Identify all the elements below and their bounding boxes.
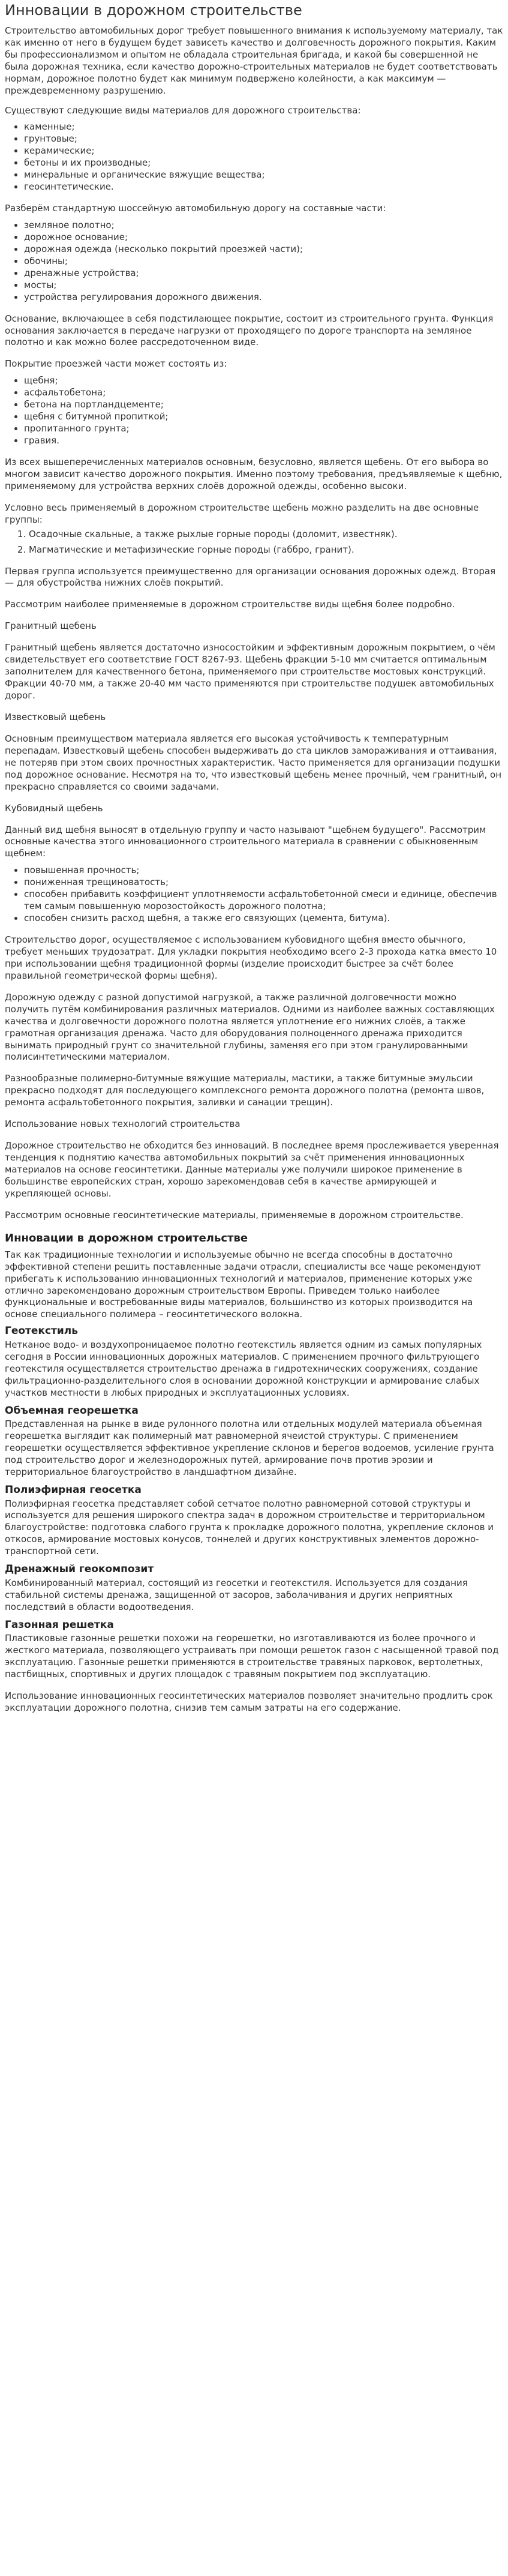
cubic-title: Кубовидный щебень [5,802,103,814]
section-heading: Дренажный геокомпозит [5,1563,154,1576]
innovations-paragraph: Так как традиционные технологии и используемые обычно не всегда способны в достаточно эффективной степени решить поставленные задачи отрасли, специалисты все чаще рекомендуют прибегать к использованию инновационных технологий и материалов, применение которых уже отлично зарекомендовано дорожным строительством Европы. Приведем только наиболее функциональные и востребованные виды материалов, большинство из которых производится на основе специального полимера – геосинтетического волокна. [5,1249,481,1320]
geo-consider-paragraph: Рассмотрим основные геосинтетические материалы, применяемые в дорожном строительстве. [5,1209,464,1220]
granite-title: Гранитный щебень [5,620,97,632]
types-intro: Существуют следующие виды материалов для дорожного строительства: [5,104,361,116]
base-paragraph: Основание, включающее в себя подстилающее покрытие, состоит из строительного грунта. Функция основания заключается в передаче нагрузки от проходящего по дороге транспорта на земляное полотно и как можно более рассредоточенном виде. [5,313,494,348]
list-item: • бетона на портландцементе; [24,399,503,411]
list-item: • дорожное основание; [24,232,503,244]
list-item: • асфальтобетона; [24,387,503,399]
list-item: • пониженная трещиноватость; [24,877,503,889]
groups-list [5,529,503,556]
cubic-paragraph: Данный вид щебня выносят в отдельную группу и часто называют "щебнем будущего". Рассмотрим основные качества этого инновационного строительного материала в сравнении с обыкновенным щебнем: [5,824,486,859]
section-text: Пластиковые газонные решетки похожи на георешетки, но изготавливаются из более прочного и жесткого материала, позволяющего устраивать при помощи решеток газон с насыщенной травой под эксплуатацию. Газонные решетки применяются в строительстве травяных парковок, вертолетных, пастбищных, спортивных и других площадок с травяным покрытием под эксплуатацию. [5,1633,499,1680]
section-heading: Геотекстиль [5,1325,79,1338]
newtech-title: Использование новых технологий строительства [5,1118,241,1130]
list-item: • каменные; [24,121,503,133]
section-text: Нетканое водо- и воздухопроницаемое полотно геотекстиль является одним из самых популярных сегодня в России инновационных дорожных материалов. С применением прочного фильтрующего геотекстиля осуществляется строительство дренажа в гидротехнических сооружениях, создание фильтрационно-разделительного слоя в основании дорожной конструкции и армирование слабых участков местности в любых природных и эксплуатационных условиях. [5,1339,482,1398]
list-item: • мосты; [24,280,503,292]
conclusion-paragraph: Использование инновационных геосинтетических материалов позволяет значительно продлить срок эксплуатации дорожного полотна, снизив тем самым затраты на его содержание. [5,1690,493,1713]
list-item: • дренажные устройства; [24,268,503,280]
cubic-after-paragraph: Строительство дорог, осуществляемое с использованием кубовидного щебня вместо обычного, требует меньших трудозатрат. Для укладки покрытия необходимо всего 2-3 прохода катка вместо 10 при использовании щебня традиционной формы (изделие происходит быстрее за счёт более правильной геометрической формы щебня). [5,934,497,981]
coating-intro: Покрытие проезжей части может состоять из: [5,358,227,370]
section-geogrid-volume [5,1404,503,1479]
list-item: • устройства регулирования дорожного движения. [24,292,503,304]
mixed-paragraph: Дорожную одежду с разной допустимой нагрузкой, а также различной долговечности можно получить путём комбинирования различных материалов. Одними из наиболее важных составляющих качества и долговечности дорожного полотна является уплотнение его нижних слоёв, а также грамотная организация дренажа. Часто для оборудования полноценного дренажа приходится вынимать природный грунт со значительной глубины, заменяя его при этом гранулированными полисинтетическими материалом. [5,991,495,1063]
first-group-paragraph: Первая группа используется преимущественно для организации основания дорожных одежд. Вторая — для обустройства нижних слоёв покрытий. [5,565,496,589]
list-item: • грунтовые; [24,133,503,145]
layers-list [5,220,503,304]
polymer-paragraph: Разнообразные полимерно-битумные вяжущие материалы, мастики, а также битумные эмульсии прекрасно подходят для последующего комплексного ремонта дорожного полотна (ремонта швов, ремонта асфальтобетонного покрытия, заливки и санации трещин). [5,1073,485,1108]
list-item: • керамические; [24,145,503,157]
page-title: Инновации в дорожном строительстве [5,2,302,19]
section-polyester-geonet [5,1483,503,1558]
list-item: • гравия. [24,435,503,447]
section-text: Полиэфирная геосетка представляет собой сетчатое полотно равномерной сотовой структуры и используется для решения широкого спектра задач в дорожном строительстве и территориальном благоустройстве: подготовка слабого грунта к прокладке дорожного полотна, укрепление склонов и откосов, армирование мостовых конусов, тоннелей и других конструктивных элементов дорожно-транспортной сети. [5,1498,494,1557]
list-item: • повышенная прочность; [24,865,503,877]
section-lawn-grid [5,1618,503,1681]
section-text: Комбинированный материал, состоящий из геосетки и геотекстиля. Используется для создания стабильной системы дренажа, защищенной от засоров, заболачивания и других неприятных последствий в области водоотведения. [5,1577,468,1612]
section-geotextile [5,1324,503,1399]
consider-paragraph: Рассмотрим наиболее применяемые в дорожном строительстве виды щебня более подробно. [5,599,455,610]
list-item: • обочины; [24,256,503,268]
granite-paragraph: Гранитный щебень является достаточно износостойким и эффективным дорожным покрытием, о чём свидетельствует его соответствие ГОСТ 8267-93. Щебень фракции 5-10 мм считается оптимальным заполнителем для качественного бетона, применяемого при строительстве мостовых конструкций. Фракции 40-70 мм, а также 20-40 мм часто применяются при строительстве подушек автомобильных дорог. [5,642,495,701]
section-drainage-geocomposite [5,1563,503,1613]
list-item: • минеральные и органические вяжущие вещества; [24,169,503,181]
newtech-paragraph: Дорожное строительство не обходится без инноваций. В последнее время прослеживается уверенная тенденция к поднятию качества автомобильных покрытий за счёт применения инновационных материалов на основе геосинтетики. Данные материалы уже получили широкое применение в большинстве европейских стран, хорошо зарекомендовав себя в качестве армирующей и укрепляющей основы. [5,1140,499,1199]
section-text: Представленная на рынке в виде рулонного полотна или отдельных модулей материала объемная георешетка выглядит как полимерный мат равномерной ячеистой структуры. С применением георешетки осуществляется эффективное укрепление склонов и берегов водоемов, усиление грунта под строительство дорог и железнодорожных путей, армирование почв против эрозии и территориальное благоустройство в ландшафтном дизайне. [5,1419,494,1477]
limestone-title: Известковый щебень [5,711,106,722]
groups-intro: Условно весь применяемый в дорожном строительстве щебень можно разделить на две основные группы: [5,502,479,525]
list-item: • пропитанного грунта; [24,423,503,435]
list-item: • дорожная одежда (несколько покрытий проезжей части); [24,244,503,256]
intro-paragraph: Строительство автомобильных дорог требует повышенного внимания к используемому материалу, так как именно от него в будущем будет зависеть качество и долговечность дорожного покрытия. Каким бы профессионализмом и опытом не обладала строительная бригада, и какой бы совершенной не была дорожная техника, если качество дорожно-строительных материалов не будет соответствовать нормам, дорожное полотно будет как минимум подвержено колейности, а как максимум — преждевременному разрушению. [5,25,503,96]
list-item: 1. Осадочные скальные, а также рыхлые горные породы (доломит, известняк). [29,529,503,541]
list-item: 2. Магматические и метафизические горные породы (габбро, гранит). [29,544,503,556]
list-item: • земляное полотно; [24,220,503,232]
crushed-stone-paragraph: Из всех вышеперечисленных материалов основным, безусловно, является щебень. От его выбора во многом зависит качество дорожного покрытия. Именно поэтому требования, предъявляемые к щебню, применяемому для устройства верхних слоёв дорожной одежды, особенно высоки. [5,456,503,491]
layers-intro: Разберём стандартную шоссейную автомобильную дорогу на составные части: [5,203,386,214]
section-heading: Газонная решетка [5,1618,114,1631]
section-heading: Объемная георешетка [5,1404,139,1417]
section-heading: Полиэфирная геосетка [5,1483,142,1496]
list-item: • щебня; [24,375,503,387]
coating-list [5,375,503,447]
list-item: • способен прибавить коэффициент уплотняемости асфальтобетонной смеси и единице, обеспечив тем самым повышенную морозостойкость дорожного полотна; [24,889,503,913]
types-list [5,121,503,193]
list-item: • бетоны и их производные; [24,157,503,169]
list-item: • щебня с битумной пропиткой; [24,411,503,423]
list-item: • геосинтетические. [24,181,503,193]
limestone-paragraph: Основным преимуществом материала является его высокая устойчивость к температурным перепадам. Известковый щебень способен выдерживать до ста циклов замораживания и оттаивания, не потеряв при этом своих прочностных характеристик. Часто применяется для организации подушки под дорожное основание. Несмотря на то, что известковый щебень менее прочный, чем гранитный, он прекрасно справляется со своими задачами. [5,733,502,792]
cubic-list [5,865,503,925]
innovations-heading: Инновации в дорожном строительстве [5,1231,248,1244]
list-item: • способен снизить расход щебня, а также его связующих (цемента, битума). [24,913,503,925]
